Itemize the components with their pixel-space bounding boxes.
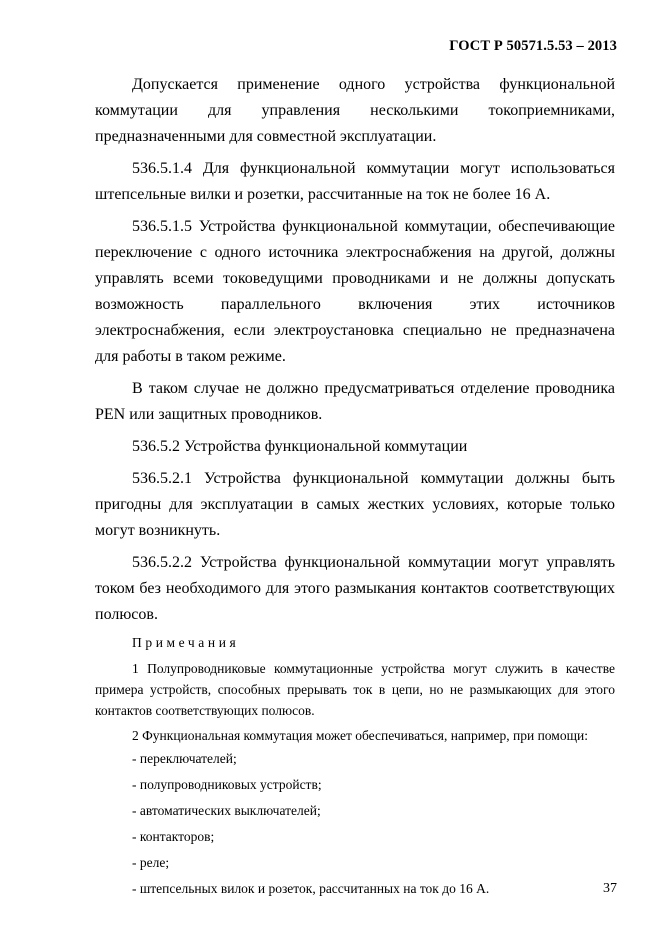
clause-536-5-2-2: 536.5.2.2 Устройства функциональной коммутации могут управлять током без необходимого для этого размыкания контактов соответствующих полюсов.: [95, 554, 615, 623]
note-2: 2 Функциональная коммутация может обеспечиваться, например, при помощи:: [132, 728, 588, 743]
switching-devices-list: [95, 750, 615, 898]
paragraph: В таком случае не должно предусматриваться отделение проводника PEN или защитных проводников.: [95, 380, 615, 423]
clause-536-5-1-4: 536.5.1.4 Для функциональной коммутации могут использоваться штепсельные вилки и розетки, рассчитанные на ток не более 16 А.: [95, 160, 615, 203]
document-body: [95, 72, 615, 906]
list-item: - переключателей;: [132, 751, 237, 766]
notes-title: Примечания: [132, 635, 240, 650]
clause-536-5-1-5: 536.5.1.5 Устройства функциональной коммутации, обеспечивающие переключение с одного источника электроснабжения на другой, должны управлять всеми токоведущими проводниками и не должны допускать возможность параллельного включения этих источников электроснабжения, если электроустановка специально не предназначена для работы в таком режиме.: [95, 218, 615, 365]
section-heading-536-5-2: 536.5.2 Устройства функциональной коммутации: [132, 438, 468, 455]
list-item: - полупроводниковых устройств;: [132, 777, 322, 792]
note-1: 1 Полупроводниковые коммутационные устройства могут служить в качестве примера устройств, способных прерывать ток в цепи, но не размыкающих для этого контактов соответствующих полюсов.: [95, 661, 615, 718]
standard-header: ГОСТ Р 50571.5.53 – 2013: [449, 38, 617, 54]
paragraph: Допускается применение одного устройства функциональной коммутации для управления несколькими токоприемниками, предназначенными для совместной эксплуатации.: [95, 76, 615, 145]
page-number: 37: [603, 881, 617, 896]
list-item: - реле;: [132, 855, 170, 870]
clause-536-5-2-1: 536.5.2.1 Устройства функциональной коммутации должны быть пригодны для эксплуатации в самых жестких условиях, которые только могут возникнуть.: [95, 470, 615, 539]
list-item: - контакторов;: [132, 829, 215, 844]
list-item: - штепсельных вилок и розеток, рассчитанных на ток до 16 А.: [132, 881, 490, 896]
list-item: - автоматических выключателей;: [132, 803, 321, 818]
